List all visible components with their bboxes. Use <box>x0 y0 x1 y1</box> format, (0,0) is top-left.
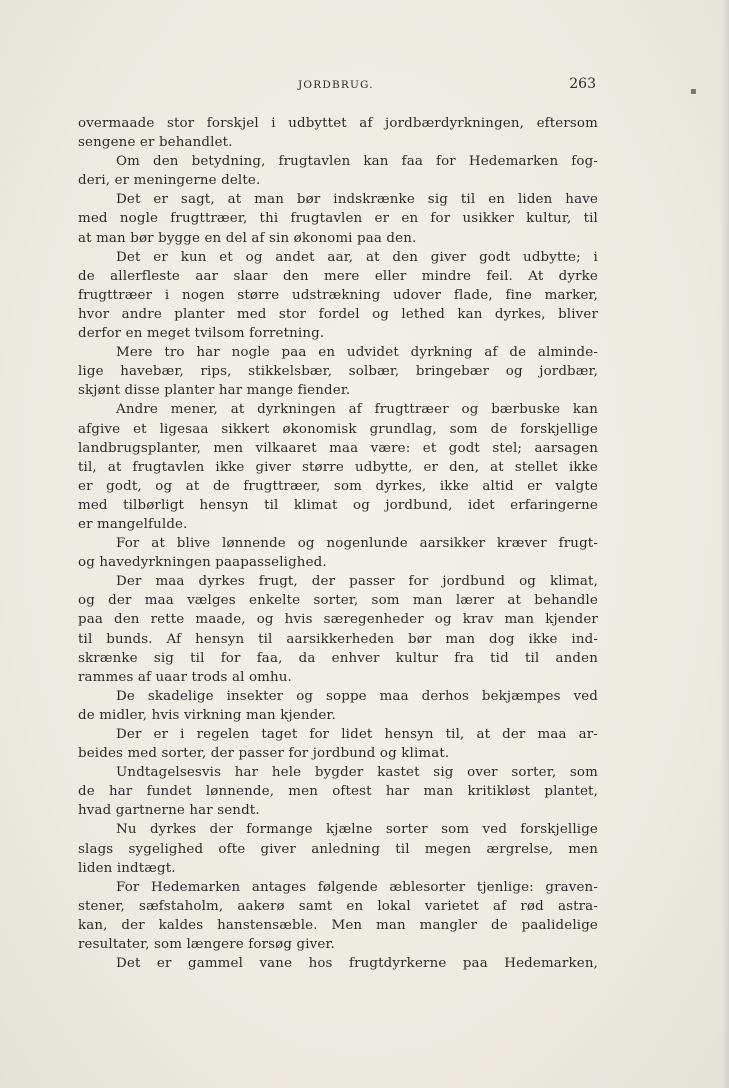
body-text <box>78 114 598 973</box>
text-line: resultater, som længere forsøg giver. <box>78 937 335 953</box>
text-line: med tilbørligt hensyn til klimat og jordbund, idet erfaringerne <box>78 497 598 513</box>
text-line: For Hedemarken antages følgende æblesorter tjenlige: graven- <box>116 879 598 895</box>
text-line: derfor en meget tvilsom forretning. <box>78 326 325 342</box>
text-line: paa den rette maade, og hvis særegenheder og krav man kjender <box>78 612 598 628</box>
text-line: Nu dyrkes der formange kjælne sorter som ved forskjellige <box>116 822 598 838</box>
text-line: Der er i regelen taget for lidet hensyn til, at der maa ar- <box>116 727 598 742</box>
text-line: de midler, hvis virkning man kjender. <box>78 707 336 723</box>
text-line: lige havebær, rips, stikkelsbær, solbær, bringebær og jordbær, <box>78 364 598 380</box>
text-line: landbrugsplanter, men vilkaaret maa være: et godt stel; aarsagen <box>78 440 598 456</box>
text-line: frugttræer i nogen større udstrækning udover flade, fine marker, <box>78 287 598 303</box>
text-line: sengene er behandlet. <box>78 135 233 151</box>
text-line: de allerfleste aar slaar den mere eller mindre feil. At dyrke <box>78 268 598 284</box>
text-line: og der maa vælges enkelte sorter, som man lærer at behandle <box>78 593 598 609</box>
page-number: 263 <box>569 76 596 92</box>
running-head: JORDBRUG. <box>298 79 374 91</box>
page-header <box>78 76 598 96</box>
text-line: afgive et ligesaa sikkert økonomisk grundlag, som de forskjellige <box>78 421 598 437</box>
text-line: kan, der kaldes hanstensæble. Men man mangler de paalidelige <box>78 917 598 933</box>
text-line: er mangelfulde. <box>78 516 188 532</box>
text-line: hvor andre planter med stor fordel og lethed kan dyrkes, bliver <box>78 306 598 322</box>
text-line: liden indtægt. <box>78 860 176 876</box>
text-line: og havedyrkningen paapasselighed. <box>78 555 327 571</box>
page-edge-shadow <box>721 0 729 1088</box>
text-line: til, at frugtavlen ikke giver større udbytte, er den, at stellet ikke <box>78 459 598 475</box>
text-line: Det er gammel vane hos frugtdyrkerne paa Hedemarken, <box>116 956 598 972</box>
text-line: slags sygelighed ofte giver anledning til megen ærgrelse, men <box>78 841 598 857</box>
text-line: at man bør bygge en del af sin økonomi paa den. <box>78 230 417 246</box>
text-line: skjønt disse planter har mange fiender. <box>78 383 351 399</box>
text-line: For at blive lønnende og nogenlunde aarsikker kræver frugt- <box>116 536 598 552</box>
text-line: rammes af uaar trods al omhu. <box>78 669 292 685</box>
text-line: de har fundet lønnende, men oftest har man kritikløst plantet, <box>78 784 598 800</box>
text-line: Om den betydning, frugtavlen kan faa for Hedemarken fog- <box>116 154 598 170</box>
text-line: Det er sagt, at man bør indskrænke sig til en liden have <box>116 192 598 208</box>
text-line: Andre mener, at dyrkningen af frugttræer og bærbuske kan <box>116 402 598 418</box>
text-line: beides med sorter, der passer for jordbund og klimat. <box>78 746 450 762</box>
text-line: Det er kun et og andet aar, at den giver godt udbytte; i <box>116 249 598 265</box>
text-line: Mere tro har nogle paa en udvidet dyrkning af de alminde- <box>116 345 598 361</box>
text-line: deri, er meningerne delte. <box>78 173 261 189</box>
text-line: skrænke sig til for faa, da enhver kultur fra tid til anden <box>78 650 598 666</box>
text-line: Der maa dyrkes frugt, der passer for jordbund og klimat, <box>116 574 598 590</box>
text-line: til bunds. Af hensyn til aarsikkerheden bør man dog ikke ind- <box>78 631 598 647</box>
text-line: hvad gartnerne har sendt. <box>78 803 260 819</box>
text-line: med nogle frugttræer, thi frugtavlen er en for usikker kultur, til <box>78 211 598 227</box>
text-line: er godt, og at de frugttræer, som dyrkes, ikke altid er valgte <box>78 478 598 494</box>
text-line: Undtagelsesvis har hele bygder kastet sig over sorter, som <box>116 765 598 781</box>
text-line: overmaade stor forskjel i udbyttet af jordbærdyrkningen, eftersom <box>78 116 598 131</box>
text-line: stener, sæfstaholm, aakerø samt en lokal varietet af rød astra- <box>78 898 598 914</box>
text-line: De skadelige insekter og soppe maa derhos bekjæmpes ved <box>116 688 598 704</box>
speck-mark: ▪ <box>690 86 697 97</box>
